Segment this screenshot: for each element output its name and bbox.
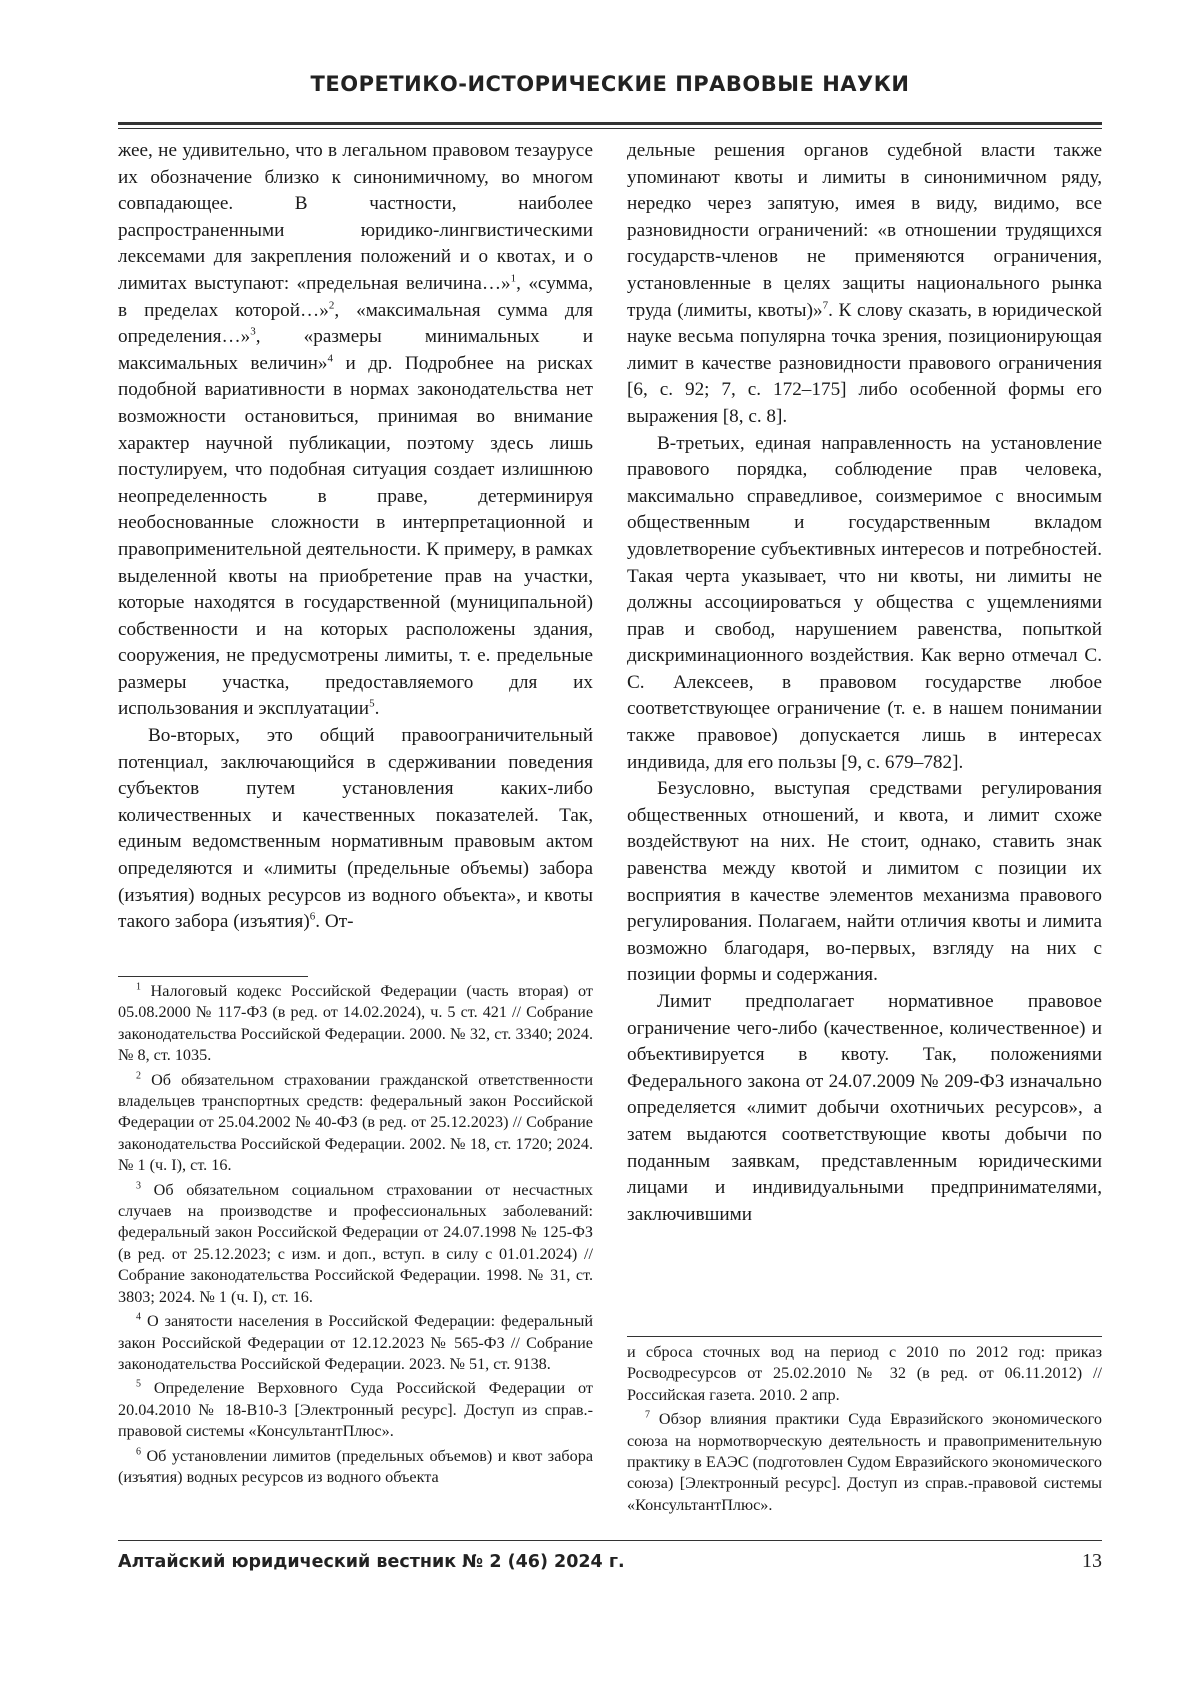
left-column (118, 138, 593, 936)
footnotes-left (118, 981, 593, 1491)
footnote-7: $^7$ Обзор влияния практики Суда Евразийского экономического союза на нормотворческую деятельность и правоприменительную практику в ЕАЭС (подготовлен Судом Евразийского экономического союза) [Электронный ресурс]. Доступ из справ.-правовой системы «КонсультантПлюс». (627, 1409, 1102, 1514)
footnote-6: $^6$ Об установлении лимитов (предельных объемов) и квот забора (изъятия) водных ресурсов из водного объекта (118, 1446, 593, 1486)
footnote-ref-4[interactable]: 4 (327, 352, 333, 365)
footnote-ref-7[interactable]: 7 (822, 299, 829, 312)
footnote-4: $^4$ О занятости населения в Российской Федерации: федеральный закон Российской Федерации от 12.12.2023 № 565-ФЗ // Собрание законодательства Российской Федерации. 2023. № 51, ст. 9138. (118, 1311, 593, 1373)
footnote-ref-6[interactable]: 6 (309, 910, 316, 923)
right-paragraph-3: Безусловно, выступая средствами регулирования общественных отношений, и квота, и лимит схоже воздействуют на них. Не стоит, однако, ставить знак равенства между квотой и лимитом с позиции их восприятия в качестве элементов механизма правового регулирования. Полагаем, найти отличия квоты и лимита возможно благодаря, во-первых, взгляду на них с позиции формы и содержания. (627, 778, 1102, 986)
footnote-ref-5[interactable]: 5 (369, 698, 375, 711)
right-paragraph-1: дельные решения органов судебной власти также упоминают квоты и лимиты в синонимичном ряду, нередко через запятую, имея в виду, видимо, все разновидности ограничений: «в отношении трудящихся государств-членов не применяются ограничения, установленные в целях защиты национального рынка труда (лимиты, квоты)»$^7$. К слову сказать, в юридической науке весьма популярна точка зрения, позиционирующая лимит в качестве разновидности правового ограничения [6, с. 92; 7, с. 172–175] либо особенной формы его выражения [8, с. 8]. (627, 140, 1102, 427)
right-paragraph-2: В-третьих, единая направленность на установление правового порядка, соблюдение прав человека, максимально справедливое, соизмеримое с вносимым общественным и государственным вкладом удовлетворение субъективных интересов и потребностей. Такая черта указывает, что ни квоты, ни лимиты не должны ассоциироваться у общества с ущемлениями прав и свобод, нарушением равенства, попыткой дискриминационного воздействия. Как верно отмечал С. С. Алексеев, в правовом государстве любое соответствующее ограничение (т. е. в нашем понимании также правовое) допускается лишь в интересах индивида, для его пользы [9, с. 679–782]. (627, 432, 1102, 773)
footnote-1: $^1$ Налоговый кодекс Российской Федерации (часть вторая) от 05.08.2000 № 117-ФЗ (в ред. от 14.02.2024), ч. 5 ст. 421 // Собрание законодательства Российской Федерации. 2000. № 32, ст. 3340; 2024. № 8, ст. 1035. (118, 981, 593, 1065)
header-rule-thin (118, 128, 1102, 129)
right-column (627, 138, 1102, 1228)
right-paragraph-4: Лимит предполагает нормативное правовое ограничение чего-либо (качественное, количественное) и объективируется в квоту. Так, положениями Федерального закона от 24.07.2009 № 209-ФЗ изначально определяется «лимит добычи охотничьих ресурсов», а затем выдаются соответствующие квоты добычи по поданным заявкам, представленным юридическими лицами и индивидуальными предпринимателями, заключившими (627, 991, 1102, 1225)
section-title: ТЕОРЕТИКО-ИСТОРИЧЕСКИЕ ПРАВОВЫЕ НАУКИ (310, 72, 910, 96)
footnote-separator-left (118, 976, 308, 977)
footnote-3: $^3$ Об обязательном социальном страховании от несчастных случаев на производстве и профессиональных заболеваний: федеральный закон Российской Федерации от 24.07.1998 № 125-ФЗ (в ред. от 25.12.2023; с изм. и доп., вступ. в силу с 01.01.2024) // Собрание законодательства Российской Федерации. 1998. № 31, ст. 3803; 2024. № 1 (ч. I), ст. 16. (118, 1180, 593, 1306)
footnote-ref-3[interactable]: 3 (250, 325, 256, 338)
left-paragraph-1: жее, не удивительно, что в легальном правовом тезаурусе их обозначение близко к синонимичному, во многом совпадающее. В частности, наиболее распространенными юридико-лингвистическими лексемами для закрепления положений и о квотах, и о лимитах выступают: «предельная величина…»$^1$, «сумма, в пределах которой…»$^2$, «максимальная сумма для определения…»$^3$, «размеры минимальных и максимальных величин»$^4$ и др. Подробнее на рисках подобной вариативности в нормах законодательства нет возможности остановиться, принимая во внимание характер научной публикации, поэтому здесь лишь постулируем, что подобная ситуация создает излишнюю неопределенность в праве, детерминируя необоснованные сложности в интерпретационной и правоприменительной деятельности. К примеру, в рамках выделенной квоты на приобретение прав на участки, которые находятся в государственной (муниципальной) собственности и на которых расположены здания, сооружения, не предусмотрены лимиты, т. е. предельные размеры участка, предоставляемого для их использования и эксплуатации$^5$. (118, 140, 594, 720)
header-rule-thick (118, 122, 1102, 125)
footnote-ref-1[interactable]: 1 (510, 272, 517, 285)
footnote-separator-right (627, 1336, 1102, 1337)
footnotes-right (627, 1342, 1102, 1519)
footer-rule (118, 1540, 1102, 1541)
page-number: 13 (1082, 1550, 1102, 1572)
footnote-ref-2[interactable]: 2 (328, 299, 335, 312)
footnote-2: $^2$ Об обязательном страховании гражданской ответственности владельцев транспортных средств: федеральный закон Российской Федерации от 25.04.2002 № 40-ФЗ (в ред. от 25.12.2023) // Собрание законодательства Российской Федерации. 2002. № 18, ст. 1720; 2024. № 1 (ч. I), ст. 16. (118, 1070, 593, 1175)
footnote-5: $^5$ Определение Верховного Суда Российской Федерации от 20.04.2010 № 18-В10-3 [Электронный ресурс]. Доступ из справ.-правовой системы «КонсультантПлюс». (118, 1378, 593, 1441)
journal-title: Алтайский юридический вестник № 2 (46) 2024 г. (118, 1552, 625, 1572)
footnote-6-continuation: и сброса сточных вод на период с 2010 по 2012 год: приказ Росводресурсов от 25.02.2010 № 32 (в ред. от 06.11.2012) // Российская газета. 2010. 2 апр. (627, 1343, 1102, 1404)
left-paragraph-2: Во-вторых, это общий правоограничительный потенциал, заключающийся в сдерживании поведения субъектов путем установления каких-либо количественных и качественных показателей. Так, единым ведомственным нормативным правовым актом определяются и «лимиты (предельные объемы) забора (изъятия) водных ресурсов из водного объекта», и квоты такого забора (изъятия)$^6$. От- (118, 725, 593, 933)
